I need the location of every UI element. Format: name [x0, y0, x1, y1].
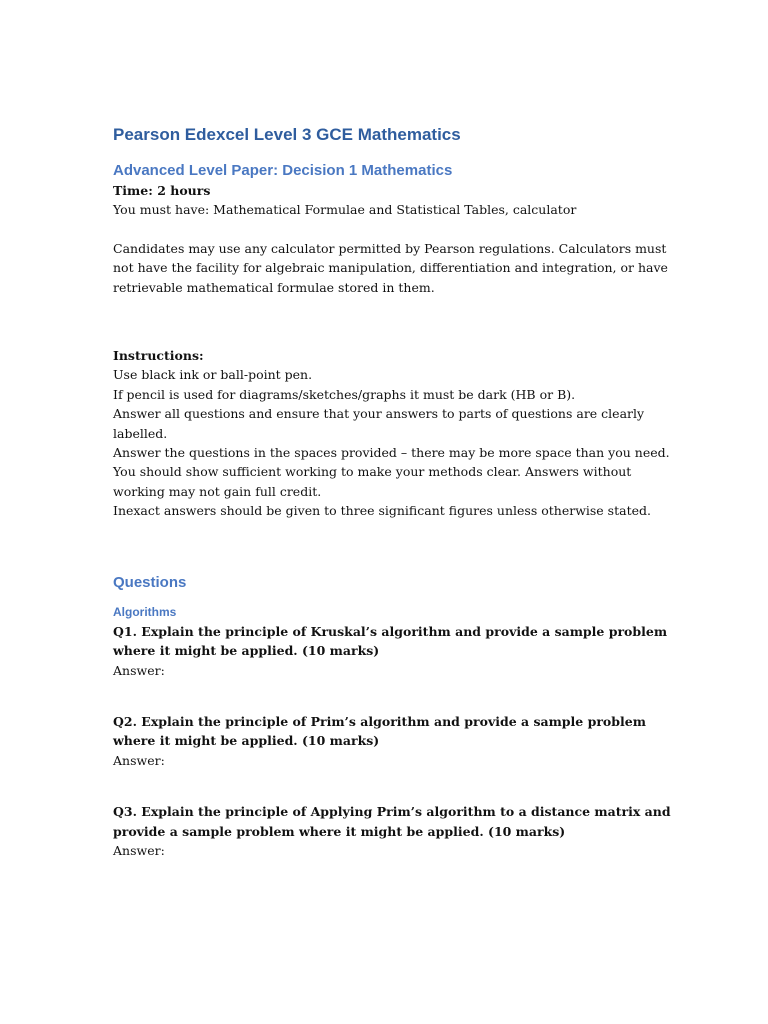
- questions-block: [113, 573, 673, 593]
- candidates-block: [113, 239, 673, 297]
- question-3: [113, 802, 673, 860]
- answer-label: Answer:: [113, 752, 165, 768]
- instruction-line: Answer all questions and ensure that your answers to parts of questions are clearly labelled.: [113, 406, 645, 441]
- answer-label: Answer:: [113, 842, 165, 858]
- question-text: Q3. Explain the principle of Applying Prim’s algorithm to a distance matrix and provide a sample problem where it might be applied. (10 marks): [113, 804, 671, 839]
- instruction-line: Answer the questions in the spaces provided – there may be more space than you need.: [113, 445, 670, 461]
- title-block: [113, 124, 673, 146]
- calculator-note: Candidates may use any calculator permitted by Pearson regulations. Calculators must not have the facility for algebraic manipulation, differentiation and integration, or have retrievable mathematical formulae stored in them.: [113, 240, 668, 295]
- question-text: Q1. Explain the principle of Kruskal’s algorithm and provide a sample problem where it might be applied. (10 marks): [113, 623, 668, 659]
- instruction-line: If pencil is used for diagrams/sketches/graphs it must be dark (HB or B).: [113, 386, 576, 402]
- instructions-block: [113, 346, 673, 521]
- subtitle-block: [113, 161, 673, 181]
- instructions-heading: Instructions:: [113, 348, 204, 364]
- instruction-line: You should show sufficient working to make your methods clear. Answers without working may not gain full credit.: [113, 464, 632, 499]
- algorithms-block: [113, 604, 673, 620]
- document-page: [113, 124, 673, 860]
- questions-heading: Questions: [113, 573, 187, 591]
- paper-subtitle: Advanced Level Paper: Decision 1 Mathematics: [113, 162, 453, 179]
- question-text: Q2. Explain the principle of Prim’s algorithm and provide a sample problem where it might be applied. (10 marks): [113, 713, 646, 749]
- question-1: [113, 622, 673, 680]
- question-2: [113, 712, 673, 770]
- required-materials: You must have: Mathematical Formulae and Statistical Tables, calculator: [113, 202, 577, 218]
- time-block: [113, 181, 673, 220]
- time-allowed: Time: 2 hours: [113, 183, 211, 198]
- document-title: Pearson Edexcel Level 3 GCE Mathematics: [113, 125, 461, 144]
- answer-label: Answer:: [113, 662, 165, 678]
- instruction-line: Use black ink or ball-point pen.: [113, 367, 313, 383]
- section-heading: Algorithms: [113, 604, 177, 619]
- instruction-line: Inexact answers should be given to three significant figures unless otherwise stated.: [113, 503, 651, 519]
